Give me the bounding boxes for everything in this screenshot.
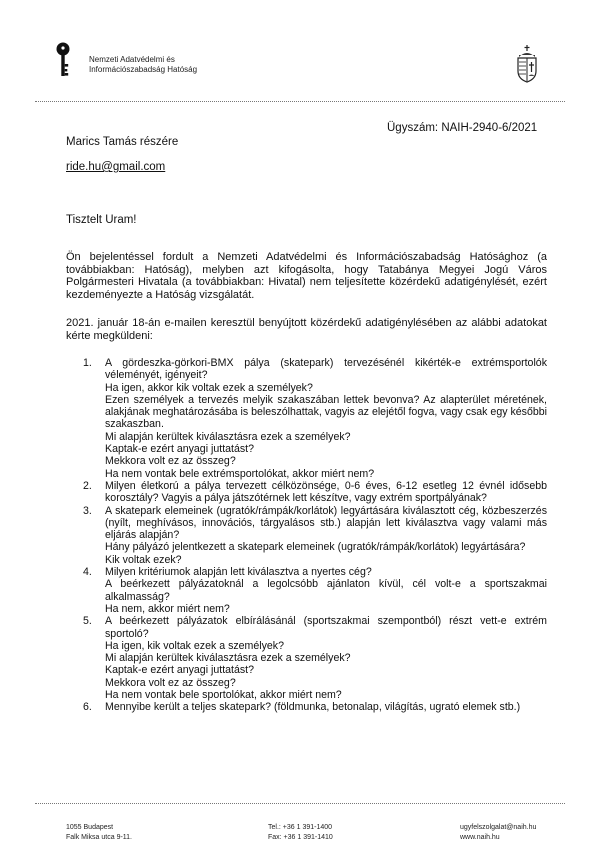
sub-question: Kaptak-e ezért anyagi juttatást? — [105, 443, 254, 456]
list-item — [83, 566, 547, 615]
list-item — [83, 615, 547, 701]
sub-question: A beérkezett pályázatoknál a legolcsóbb ajánlaton kívül, cél volt-e a sportszakmai alkalmasság? — [105, 578, 547, 603]
sub-question: Mi alapján kerültek kiválasztásra ezek a személyek? — [105, 652, 351, 665]
question-number: 1. — [83, 357, 92, 369]
list-item — [83, 505, 547, 566]
list-item — [83, 701, 547, 713]
address-line-2: Falk Miksa utca 9-11. — [66, 834, 133, 841]
list-item — [83, 357, 547, 480]
footer-contact — [460, 823, 536, 843]
key-icon — [55, 42, 71, 78]
sub-question: Mi alapján kerültek kiválasztásra ezek a személyek? — [105, 430, 351, 443]
coat-of-arms-icon — [516, 45, 538, 83]
sub-question: Ha nem, akkor miért nem? — [105, 602, 230, 615]
question-text: Mennyibe került a teljes skatepark? (földmunka, betonalap, világítás, ugrató elemek stb.) — [105, 701, 521, 714]
footer-phone — [268, 823, 333, 843]
footer-divider — [35, 803, 565, 804]
sub-question: Ha igen, kik voltak ezek a személyek? — [105, 639, 284, 652]
sub-question: Ezen személyek a tervezés melyik szakaszában lettek bevonva? Az alapterület méretének, alakjának meghatározásába is beleszólhattak, vagyis az elejétől fogva, vagy csak egy későbbi szakaszban. — [105, 393, 547, 431]
telephone: Tel.: +36 1 391-1400 — [268, 824, 333, 831]
sub-question: Ha nem vontak bele extrémsportolókat, akkor miért nem? — [105, 467, 375, 480]
recipient: Marics Tamás részére — [66, 136, 179, 148]
contact-email-link[interactable]: ugyfelszolgalat@naih.hu — [460, 824, 537, 831]
org-line-2: Információszabadság Hatóság — [89, 65, 198, 74]
sub-question: Ha nem vontak bele sportolókat, akkor miért nem? — [105, 689, 342, 702]
list-item — [83, 480, 547, 505]
sub-question: Mekkora volt ez az összeg? — [105, 676, 236, 689]
sub-question: Mekkora volt ez az összeg? — [105, 455, 236, 468]
question-text: A beérkezett pályázatok elbírálásánál (sportszakmai szempontból) részt vett-e extrém sportoló? — [105, 615, 547, 640]
question-number: 4. — [83, 566, 92, 579]
organization-name — [89, 55, 197, 75]
question-number: 2. — [83, 479, 92, 492]
header-divider — [35, 101, 565, 102]
paragraph-request: 2021. január 18-án e-mailen keresztül benyújtott közérdekű adatigénylésében az alábbi adatokat kérte megküldeni: — [66, 317, 547, 342]
address-line-1: 1055 Budapest — [66, 824, 114, 831]
question-text: A gördeszka-görkori-BMX pálya (skatepark) tervezésénél kikérték-e extrémsportolók véleményét, igényeit? — [105, 357, 547, 382]
question-text: A skatepark elemeinek (ugratók/rámpák/korlátok) legyártására kiválasztott cég, közbeszerzés (nyílt, meghívásos, innovációs, tárgyalásos stb.) alapján lett kiválasztva vagy valami más eljárás alapján? — [105, 504, 547, 542]
case-number: Ügyszám: NAIH-2940-6/2021 — [387, 122, 538, 134]
question-number: 5. — [83, 615, 92, 628]
question-number: 3. — [83, 504, 92, 517]
question-text: Milyen kritériumok alapján lett kiválasztva a nyertes cég? — [105, 566, 372, 579]
website-link[interactable]: www.naih.hu — [460, 834, 500, 841]
salutation: Tisztelt Uram! — [66, 214, 137, 226]
fax: Fax: +36 1 391-1410 — [268, 834, 333, 841]
footer-address — [66, 823, 132, 843]
question-number: 6. — [83, 701, 92, 714]
question-list — [83, 357, 547, 714]
sub-question: Ha igen, akkor kik voltak ezek a személyek? — [105, 381, 313, 394]
org-line-1: Nemzeti Adatvédelmi és — [89, 55, 175, 64]
sub-question: Kaptak-e ezért anyagi juttatást? — [105, 664, 254, 677]
question-text: Milyen életkorú a pálya tervezett célközönsége, 0-6 éves, 6-12 esetleg 12 évnél idősebb korosztály? Vagyis a pálya játszótérnek lett készítve, vagy extrém sportpályának? — [105, 479, 547, 505]
recipient-email-link[interactable]: ride.hu@gmail.com — [66, 161, 166, 173]
sub-question: Kik voltak ezek? — [105, 553, 182, 566]
sub-question: Hány pályázó jelentkezett a skatepark elemeinek (ugratók/rámpák/korlátok) legyártására? — [105, 541, 526, 554]
paragraph-intro: Ön bejelentéssel fordult a Nemzeti Adatvédelmi és Információszabadság Hatósághoz (a továbbiakban: Hatóság), melyben azt kifogásolta, hogy Tatabánya Megyei Jogú Város Polgármesteri Hivatala (a továbbiakban: Hivatal) nem teljesítette közérdekű adatigénylését, ezért kezdeményezte a Hatóság vizsgálatát. — [66, 251, 547, 301]
